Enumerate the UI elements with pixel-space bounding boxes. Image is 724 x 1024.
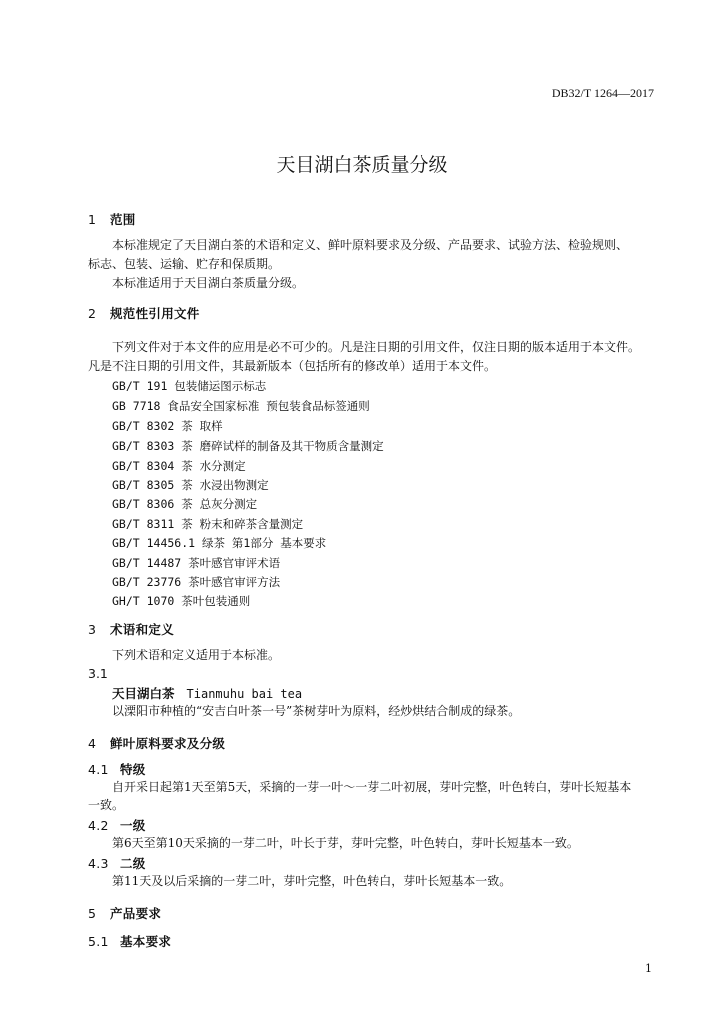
reference-item: GB 7718 食品安全国家标准 预包装食品标签通则 — [112, 399, 370, 413]
section-3-heading — [88, 620, 174, 638]
term-definition: 以溧阳市种植的“安吉白叶茶一号”茶树芽叶为原料，经炒烘结合制成的绿茶。 — [112, 704, 521, 718]
subsection-4-1-heading — [88, 760, 146, 778]
section-1-para-1-line-1: 本标准规定了天目湖白茶的术语和定义、鲜叶原料要求及分级、产品要求、试验方法、检验规则、 — [112, 238, 629, 252]
reference-item: GB/T 14487 茶叶感官审评术语 — [112, 556, 281, 570]
standard-code: DB32/T 1264—2017 — [551, 86, 654, 100]
subsection-number: 4.1 — [88, 762, 109, 777]
subsection-title: 二级 — [120, 856, 146, 871]
term-chinese: 天目湖白茶 — [112, 686, 175, 701]
reference-item: GB/T 8305 茶 水浸出物测定 — [112, 478, 269, 492]
subsection-4-2-heading — [88, 816, 146, 834]
section-2-para-1-line-2: 凡是不注日期的引用文件，其最新版本（包括所有的修改单）适用于本文件。 — [88, 359, 497, 373]
section-title: 产品要求 — [110, 906, 162, 921]
section-number: 2 — [88, 306, 97, 321]
document-title: 天目湖白茶质量分级 — [276, 154, 448, 176]
subsection-5-1-heading — [88, 932, 171, 950]
section-5-heading — [88, 904, 161, 922]
reference-item: GB/T 8303 茶 磨碎试样的制备及其干物质含量测定 — [112, 439, 384, 453]
grade-2-text: 第6天至第10天采摘的一芽二叶，叶长于芽，芽叶完整，叶色转白，芽叶长短基本一致。 — [112, 836, 579, 850]
reference-item: GB/T 14456.1 绿茶 第1部分 基本要求 — [112, 536, 327, 550]
subsection-number: 4.3 — [88, 856, 109, 871]
section-2-heading — [88, 304, 200, 322]
subsection-number: 5.1 — [88, 934, 109, 949]
reference-item: GB/T 191 包装储运图示标志 — [112, 379, 267, 393]
subsection-title: 基本要求 — [120, 934, 172, 949]
subsection-title: 特级 — [120, 762, 146, 777]
reference-item: GB/T 8306 茶 总灰分测定 — [112, 497, 258, 511]
term-english: Tianmuhu bai tea — [186, 687, 303, 701]
section-number: 1 — [88, 212, 97, 227]
section-title: 规范性引用文件 — [110, 306, 200, 321]
reference-item: GH/T 1070 茶叶包装通则 — [112, 594, 251, 608]
section-title: 鲜叶原料要求及分级 — [110, 736, 226, 751]
section-3-para-1: 下列术语和定义适用于本标准。 — [112, 648, 281, 662]
section-number: 4 — [88, 736, 97, 751]
section-1-para-1-line-2: 标志、包装、运输、贮存和保质期。 — [88, 257, 281, 271]
section-2-para-1-line-1: 下列文件对于本文件的应用是必不可少的。凡是注日期的引用文件，仅注日期的版本适用于本文件。 — [112, 340, 641, 354]
subsection-title: 一级 — [120, 818, 146, 833]
section-number: 5 — [88, 906, 97, 921]
term-entry — [112, 684, 302, 702]
subsection-number: 4.2 — [88, 818, 109, 833]
reference-item: GB/T 8311 茶 粉末和碎茶含量测定 — [112, 517, 304, 531]
reference-item: GB/T 8304 茶 水分测定 — [112, 459, 246, 473]
reference-item: GB/T 23776 茶叶感官审评方法 — [112, 575, 281, 589]
grade-1-line-2: 一致。 — [88, 798, 125, 812]
section-1-para-2: 本标准适用于天目湖白茶质量分级。 — [112, 276, 305, 290]
page-number: 1 — [645, 962, 652, 975]
section-number: 3 — [88, 622, 97, 637]
section-title: 范围 — [110, 212, 136, 227]
section-title: 术语和定义 — [110, 622, 175, 637]
grade-3-text: 第11天及以后采摘的一芽二叶，芽叶完整，叶色转白，芽叶长短基本一致。 — [112, 874, 512, 888]
section-4-heading — [88, 734, 225, 752]
grade-1-line-1: 自开采日起第1天至第5天，采摘的一芽一叶～一芽二叶初展，芽叶完整，叶色转白，芽叶长短基本 — [112, 780, 632, 794]
reference-item: GB/T 8302 茶 取样 — [112, 419, 223, 433]
section-1-heading — [88, 210, 136, 228]
subsection-4-3-heading — [88, 854, 146, 872]
subsection-3-1-number: 3.1 — [88, 666, 108, 681]
